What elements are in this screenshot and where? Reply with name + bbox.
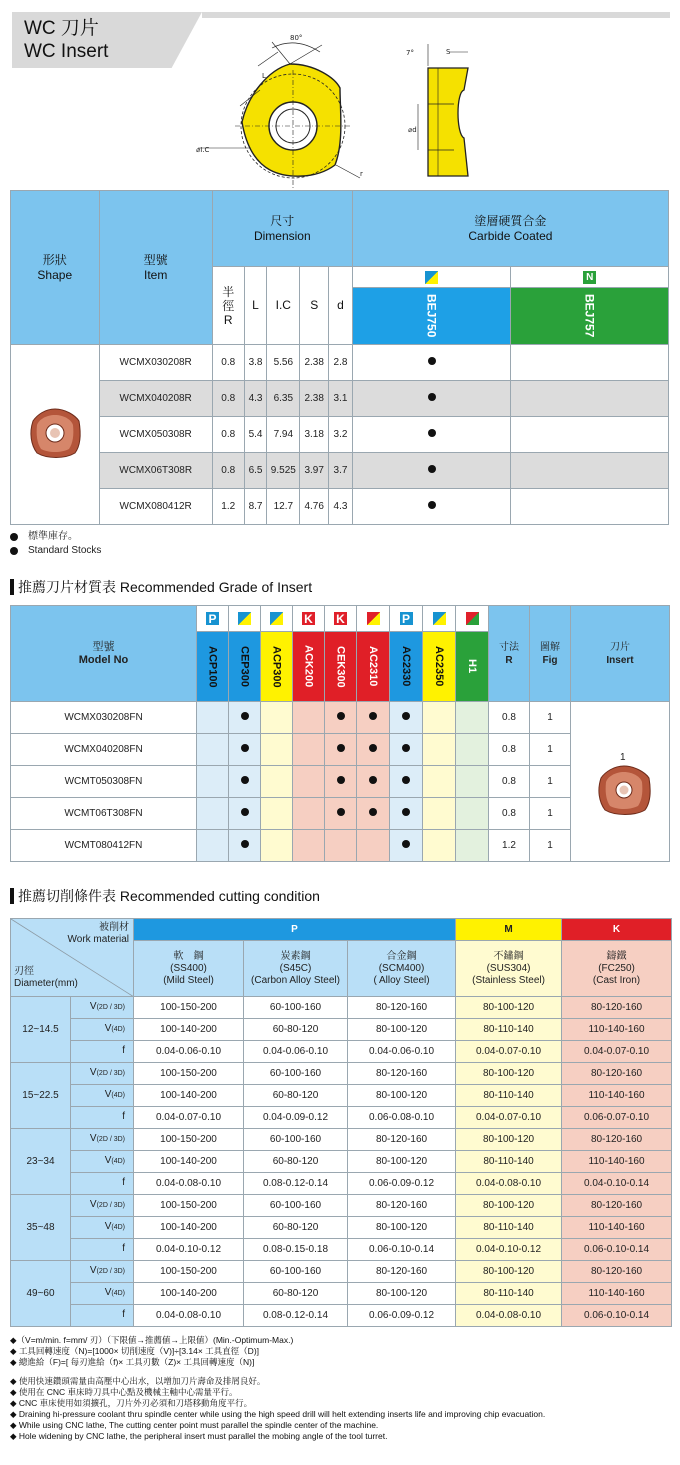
- note-line: ◆ 工具回轉速度（N)=[1000× 切削速度（V)]÷[3.14× 工具直徑（D)]: [10, 1346, 260, 1356]
- value-cell: 80-110-140: [456, 1217, 562, 1239]
- table-row: [11, 1151, 672, 1173]
- angle7-label: 7°: [406, 49, 414, 57]
- table-row: [11, 702, 670, 734]
- diameter-cell: 35~48: [11, 1195, 71, 1261]
- grade-cep300: CEP300: [229, 632, 261, 702]
- param-label: f: [71, 1107, 134, 1129]
- group-m-header: M: [456, 919, 562, 941]
- note-line: ◆ 總進給（F)=[ 每刃進給（f)× 工具刃數（Z)× 工具回轉速度（N)]: [10, 1357, 255, 1367]
- material-header: 鑄鐵 (FC250) (Cast Iron): [562, 941, 672, 997]
- model-cell: WCMT050308FN: [11, 766, 197, 798]
- grade-mark-cell: [197, 830, 229, 862]
- material-header: 軟 鋼 (SS400) (Mild Steel): [134, 941, 244, 997]
- value-cell: 0.04-0.07-0.10: [456, 1041, 562, 1063]
- grade-mark-cell: [261, 766, 293, 798]
- value-cell: 0.04-0.08-0.10: [134, 1305, 244, 1327]
- value-cell: 110-140-160: [562, 1283, 672, 1305]
- value-cell: 60-80-120: [244, 1085, 348, 1107]
- r-cell: 0.8: [489, 766, 530, 798]
- stock-dot-icon: [402, 840, 410, 848]
- value-cell: 0.08-0.12-0.14: [244, 1305, 348, 1327]
- p-badge-icon: P: [205, 611, 220, 626]
- grade-mark-cell: [197, 734, 229, 766]
- value-cell: 0.04-0.09-0.12: [244, 1107, 348, 1129]
- param-label: V(2D / 3D): [71, 1261, 134, 1283]
- param-label: f: [71, 1305, 134, 1327]
- grade-h1: H1: [456, 632, 489, 702]
- note-line: ◆（V=m/min. f=mm/ 刃）（下限値→推薦値→上限値）(Min.-Optimum-Max.): [10, 1335, 294, 1345]
- grade-mark-cell: [261, 702, 293, 734]
- model-cell: WCMT080412FN: [11, 830, 197, 862]
- stock-dot-icon: [241, 744, 249, 752]
- grade-mark-cell: [293, 734, 325, 766]
- angle-label: 80°: [290, 34, 303, 42]
- stock-legend: 標準庫存。 Standard Stocks: [10, 530, 101, 558]
- value-cell: 110-140-160: [562, 1217, 672, 1239]
- param-label: V(4D): [71, 1085, 134, 1107]
- grade-mark-cell: [357, 798, 390, 830]
- badge-cell: [390, 606, 423, 632]
- value-cell: 0.06-0.08-0.10: [348, 1107, 456, 1129]
- stock-dot-icon: [428, 393, 436, 401]
- table-row: [11, 1305, 672, 1327]
- r-label: r: [360, 170, 363, 178]
- p-badge-icon: P: [399, 611, 414, 626]
- grade-mark-cell: [423, 734, 456, 766]
- table-row: [11, 1019, 672, 1041]
- s-label: S: [446, 48, 451, 56]
- note-line: ◆ 使用在 CNC 車床時刀具中心點及機械主軸中心需量平行。: [10, 1387, 238, 1397]
- grade1-badge-cell: [352, 267, 511, 288]
- value-cell: 80-100-120: [456, 1129, 562, 1151]
- table-row: WCMX040208R 0.8 4.3 6.35 2.38 3.1: [11, 381, 669, 417]
- value-cell: 0.04-0.07-0.10: [562, 1041, 672, 1063]
- col-ic: I.C: [267, 267, 300, 345]
- value-cell: 60-100-160: [244, 1063, 348, 1085]
- stock-dot-icon: [402, 744, 410, 752]
- page-title-cn: WC 刀片: [24, 18, 99, 39]
- model-cell: WCMT06T308FN: [11, 798, 197, 830]
- table-row: [11, 1063, 672, 1085]
- note-line: ◆ Draining hi-pressure coolant thru spindle center while using the high speed drill will helt extending inserts life and improving chip evacuation.: [10, 1409, 546, 1419]
- value-cell: 60-80-120: [244, 1019, 348, 1041]
- stock-dot-icon: [369, 744, 377, 752]
- table-row: [11, 1217, 672, 1239]
- grade-mark-cell: [423, 830, 456, 862]
- grade-mark-cell: [390, 734, 423, 766]
- side-body-shape: [428, 68, 468, 176]
- grade-mark-cell: [197, 766, 229, 798]
- value-cell: 60-100-160: [244, 1195, 348, 1217]
- stock-dot-icon: [428, 465, 436, 473]
- legend-dot-icon: [10, 547, 18, 555]
- value-cell: 80-110-140: [456, 1019, 562, 1041]
- pm-badge-icon: [237, 611, 252, 626]
- param-label: V(4D): [71, 1217, 134, 1239]
- grade-mark-cell: [456, 798, 489, 830]
- value-cell: 100-150-200: [134, 1195, 244, 1217]
- grade-ac2330: AC2330: [390, 632, 423, 702]
- grade-mark-cell: [357, 766, 390, 798]
- value-cell: 0.04-0.08-0.10: [456, 1305, 562, 1327]
- material-header: 合金鋼 (SCM400) ( Alloy Steel): [348, 941, 456, 997]
- legend-dot-icon: [10, 533, 18, 541]
- value-cell: 80-110-140: [456, 1085, 562, 1107]
- grade-acp300: ACP300: [261, 632, 293, 702]
- note-line: ◆ CNC 車床使用如須擴孔，刀片外刃必須和刀塔移動角度平行。: [10, 1398, 253, 1408]
- grade-mark-cell: [229, 798, 261, 830]
- value-cell: 0.06-0.10-0.14: [348, 1239, 456, 1261]
- value-cell: 60-80-120: [244, 1217, 348, 1239]
- stock-dot-icon: [241, 712, 249, 720]
- table-corner: 被削材 Work material 刃徑 Diameter(mm): [11, 919, 134, 997]
- grade-ac2350: AC2350: [423, 632, 456, 702]
- value-cell: 80-100-120: [456, 1195, 562, 1217]
- value-cell: 110-140-160: [562, 1085, 672, 1107]
- section-title-cutting: 推薦切削條件表 Recommended cutting condition: [10, 886, 320, 906]
- fig-cell: 1: [530, 830, 571, 862]
- grade-ack200: ACK200: [293, 632, 325, 702]
- stock-dot-icon: [369, 712, 377, 720]
- value-cell: 0.04-0.10-0.12: [456, 1239, 562, 1261]
- grade2-badge-cell: [511, 267, 669, 288]
- grade-acp100: ACP100: [197, 632, 229, 702]
- fig-cell: 1: [530, 766, 571, 798]
- grade-mark-cell: [325, 702, 357, 734]
- grade-mark-cell: [293, 766, 325, 798]
- grade-mark-cell: [229, 830, 261, 862]
- col-l: L: [244, 267, 267, 345]
- value-cell: 80-100-120: [456, 997, 562, 1019]
- value-cell: 0.04-0.06-0.10: [348, 1041, 456, 1063]
- diameter-cell: 12~14.5: [11, 997, 71, 1063]
- grade-mark-cell: [293, 702, 325, 734]
- grade-mark-cell: [261, 734, 293, 766]
- grade-mark-cell: [197, 702, 229, 734]
- grade2-cell: BEJ757: [511, 288, 669, 345]
- stock-dot-icon: [402, 776, 410, 784]
- table-row: WCMX050308R 0.8 5.4 7.94 3.18 3.2: [11, 417, 669, 453]
- grade-mark-cell: [261, 830, 293, 862]
- grade-mark-cell: [456, 702, 489, 734]
- note-line: ◆ 使用快速鑽頭需量由高壓中心出水，以增加刀片壽命及排屑良好。: [10, 1376, 266, 1386]
- dimension-header: 尺寸 Dimension: [212, 191, 352, 267]
- insert-side-diagram: [390, 30, 500, 190]
- table-row: [11, 1173, 672, 1195]
- item-header: 型號 Item: [99, 191, 212, 345]
- grade1-cell: BEJ750: [352, 288, 511, 345]
- km-badge-icon: [366, 611, 381, 626]
- stock-dot-icon: [428, 429, 436, 437]
- fig-cell: 1: [530, 702, 571, 734]
- value-cell: 0.08-0.15-0.18: [244, 1239, 348, 1261]
- group-k-header: K: [562, 919, 672, 941]
- table-row: WCMX030208R 0.8 3.8 5.56 2.38 2.8: [11, 345, 669, 381]
- param-label: V(4D): [71, 1019, 134, 1041]
- value-cell: 100-140-200: [134, 1085, 244, 1107]
- insert-photo-icon: [25, 403, 85, 463]
- value-cell: 100-150-200: [134, 997, 244, 1019]
- material-header: 不鏽鋼 (SUS304) (Stainless Steel): [456, 941, 562, 997]
- grade-mark-cell: [456, 734, 489, 766]
- grade-mark-cell: [423, 798, 456, 830]
- value-cell: 80-100-120: [348, 1151, 456, 1173]
- k-badge-icon: K: [333, 611, 348, 626]
- grade-mark-cell: [293, 798, 325, 830]
- value-cell: 80-120-160: [348, 1195, 456, 1217]
- table-row: [11, 1283, 672, 1305]
- stock-dot-icon: [241, 776, 249, 784]
- col-s: S: [300, 267, 329, 345]
- stock-dot-icon: [428, 357, 436, 365]
- r-cell: 0.8: [489, 798, 530, 830]
- diameter-cell: 23~34: [11, 1129, 71, 1195]
- value-cell: 0.04-0.10-0.14: [562, 1173, 672, 1195]
- value-cell: 80-120-160: [562, 1129, 672, 1151]
- stock-dot-icon: [402, 808, 410, 816]
- value-cell: 0.06-0.10-0.14: [562, 1305, 672, 1327]
- value-cell: 80-100-120: [456, 1063, 562, 1085]
- value-cell: 0.08-0.12-0.14: [244, 1173, 348, 1195]
- value-cell: 80-100-120: [348, 1283, 456, 1305]
- value-cell: 0.04-0.06-0.10: [244, 1041, 348, 1063]
- param-label: V(2D / 3D): [71, 1129, 134, 1151]
- badge-cell: [261, 606, 293, 632]
- value-cell: 0.06-0.10-0.14: [562, 1239, 672, 1261]
- value-cell: 80-120-160: [348, 1063, 456, 1085]
- grade-mark-cell: [390, 830, 423, 862]
- l-label: L: [262, 72, 266, 80]
- param-label: V(2D / 3D): [71, 1063, 134, 1085]
- value-cell: 80-110-140: [456, 1283, 562, 1305]
- table-row: [11, 1239, 672, 1261]
- col-r: 半徑R: [212, 267, 244, 345]
- value-cell: 100-140-200: [134, 1217, 244, 1239]
- shape-header: 形狀 Shape: [11, 191, 100, 345]
- grade-cek300: CEK300: [325, 632, 357, 702]
- table-row: [11, 1129, 672, 1151]
- param-label: V(2D / 3D): [71, 997, 134, 1019]
- grade-mark-cell: [390, 702, 423, 734]
- param-label: f: [71, 1173, 134, 1195]
- ic-label: ⌀I.C: [196, 146, 210, 154]
- grade-mark-cell: [325, 830, 357, 862]
- grade-mark-cell: [325, 798, 357, 830]
- pm-badge-icon: [424, 270, 439, 285]
- value-cell: 110-140-160: [562, 1019, 672, 1041]
- value-cell: 80-120-160: [562, 1195, 672, 1217]
- stock-dot-icon: [337, 808, 345, 816]
- model-cell: WCMX030208FN: [11, 702, 197, 734]
- table-row: [11, 1085, 672, 1107]
- col-d: d: [329, 267, 353, 345]
- grade-ac2310: AC2310: [357, 632, 390, 702]
- model-header: 型號 Model No: [11, 606, 197, 702]
- value-cell: 100-140-200: [134, 1151, 244, 1173]
- value-cell: 80-120-160: [562, 1261, 672, 1283]
- value-cell: 80-100-120: [348, 1019, 456, 1041]
- value-cell: 0.04-0.08-0.10: [134, 1173, 244, 1195]
- r-cell: 0.8: [489, 702, 530, 734]
- cutting-table: [10, 918, 672, 1327]
- insert-front-diagram: [190, 30, 370, 190]
- coating-header: 塗層硬質合金 Carbide Coated: [352, 191, 668, 267]
- value-cell: 60-100-160: [244, 1261, 348, 1283]
- value-cell: 60-100-160: [244, 997, 348, 1019]
- note-line: ◆ Hole widening by CNC lathe, the peripheral insert must parallel the mobing angle of the tool turret.: [10, 1431, 388, 1441]
- table-row: WCMX080412R 1.2 8.7 12.7 4.76 4.3: [11, 489, 669, 525]
- badge-cell: [423, 606, 456, 632]
- grade-mark-cell: [229, 766, 261, 798]
- material-header: 炭素鋼 (S45C) (Carbon Alloy Steel): [244, 941, 348, 997]
- stock-dot-icon: [241, 840, 249, 848]
- grade-mark-cell: [357, 830, 390, 862]
- grade-mark-cell: [293, 830, 325, 862]
- stock-dot-icon: [369, 808, 377, 816]
- grade-mark-cell: [229, 702, 261, 734]
- d-label: ⌀d: [408, 126, 417, 134]
- table-row: WCMX06T308R 0.8 6.5 9.525 3.97 3.7: [11, 453, 669, 489]
- value-cell: 0.04-0.06-0.10: [134, 1041, 244, 1063]
- shape-image-cell: [11, 345, 100, 525]
- r-cell: 0.8: [489, 734, 530, 766]
- value-cell: 80-120-160: [562, 1063, 672, 1085]
- table-row: [11, 997, 672, 1019]
- table-row: [11, 1261, 672, 1283]
- param-label: f: [71, 1041, 134, 1063]
- badge-cell: [357, 606, 390, 632]
- model-cell: WCMX040208FN: [11, 734, 197, 766]
- insert-photo-icon-2: [593, 762, 655, 818]
- stock-dot-icon: [337, 744, 345, 752]
- table-row: [11, 1195, 672, 1217]
- fig-number: 1: [620, 752, 626, 763]
- badge-cell: [456, 606, 489, 632]
- value-cell: 0.06-0.09-0.12: [348, 1305, 456, 1327]
- badge-cell: [293, 606, 325, 632]
- value-cell: 80-100-120: [348, 1085, 456, 1107]
- value-cell: 60-80-120: [244, 1151, 348, 1173]
- diameter-cell: 15~22.5: [11, 1063, 71, 1129]
- group-p-header: P: [134, 919, 456, 941]
- dim-header: 寸法 R: [489, 606, 530, 702]
- table-row: [11, 1107, 672, 1129]
- grade-mark-cell: [456, 766, 489, 798]
- fig-cell: 1: [530, 734, 571, 766]
- grade-mark-cell: [357, 702, 390, 734]
- value-cell: 100-140-200: [134, 1019, 244, 1041]
- stock-dot-icon: [428, 501, 436, 509]
- value-cell: 100-150-200: [134, 1129, 244, 1151]
- pm-badge-icon: [269, 611, 284, 626]
- stock-dot-icon: [337, 776, 345, 784]
- grade-mark-cell: [390, 766, 423, 798]
- value-cell: 60-100-160: [244, 1129, 348, 1151]
- value-cell: 80-120-160: [348, 1129, 456, 1151]
- value-cell: 80-120-160: [348, 997, 456, 1019]
- table-row: [11, 1041, 672, 1063]
- fig-cell: 1: [530, 798, 571, 830]
- param-label: V(2D / 3D): [71, 1195, 134, 1217]
- grade-mark-cell: [357, 734, 390, 766]
- n-badge-icon: N: [582, 270, 597, 285]
- value-cell: 80-120-160: [348, 1261, 456, 1283]
- value-cell: 110-140-160: [562, 1151, 672, 1173]
- value-cell: 100-150-200: [134, 1261, 244, 1283]
- pm-badge-icon: [432, 611, 447, 626]
- grade-mark-cell: [325, 734, 357, 766]
- kn-badge-icon: [465, 611, 480, 626]
- grade-mark-cell: [325, 766, 357, 798]
- fig-header: 圖解 Fig: [530, 606, 571, 702]
- value-cell: 80-100-120: [348, 1217, 456, 1239]
- value-cell: 80-100-120: [456, 1261, 562, 1283]
- grade-mark-cell: [390, 798, 423, 830]
- param-label: V(4D): [71, 1283, 134, 1305]
- grade-mark-cell: [261, 798, 293, 830]
- stock-dot-icon: [402, 712, 410, 720]
- value-cell: 80-120-160: [562, 997, 672, 1019]
- value-cell: 0.06-0.07-0.10: [562, 1107, 672, 1129]
- header-rule: [202, 12, 670, 18]
- grade-mark-cell: [197, 798, 229, 830]
- k-badge-icon: K: [301, 611, 316, 626]
- value-cell: 0.06-0.09-0.12: [348, 1173, 456, 1195]
- note-line: ◆ While using CNC lathe, The cutting center point must parallel the spindle center of the machine.: [10, 1420, 379, 1430]
- value-cell: 0.04-0.07-0.10: [456, 1107, 562, 1129]
- value-cell: 100-150-200: [134, 1063, 244, 1085]
- value-cell: 0.04-0.07-0.10: [134, 1107, 244, 1129]
- page-title-en: WC Insert: [24, 41, 109, 62]
- insert-header: 刀片 Insert: [571, 606, 670, 702]
- value-cell: 60-80-120: [244, 1283, 348, 1305]
- value-cell: 100-140-200: [134, 1283, 244, 1305]
- stock-dot-icon: [241, 808, 249, 816]
- notes-block: [10, 1335, 545, 1442]
- section-title-grade: 推薦刀片材質表 Recommended Grade of Insert: [10, 577, 312, 597]
- grade-mark-cell: [229, 734, 261, 766]
- badge-cell: [229, 606, 261, 632]
- stock-dot-icon: [337, 712, 345, 720]
- badge-cell: [197, 606, 229, 632]
- grade-mark-cell: [423, 702, 456, 734]
- dimension-table: [10, 190, 669, 525]
- param-label: f: [71, 1239, 134, 1261]
- r-cell: 1.2: [489, 830, 530, 862]
- value-cell: 80-110-140: [456, 1151, 562, 1173]
- grade-mark-cell: [423, 766, 456, 798]
- grade-table: [10, 605, 670, 862]
- param-label: V(4D): [71, 1151, 134, 1173]
- grade-mark-cell: [456, 830, 489, 862]
- diameter-cell: 49~60: [11, 1261, 71, 1327]
- badge-cell: [325, 606, 357, 632]
- value-cell: 0.04-0.08-0.10: [456, 1173, 562, 1195]
- stock-dot-icon: [369, 776, 377, 784]
- value-cell: 0.04-0.10-0.12: [134, 1239, 244, 1261]
